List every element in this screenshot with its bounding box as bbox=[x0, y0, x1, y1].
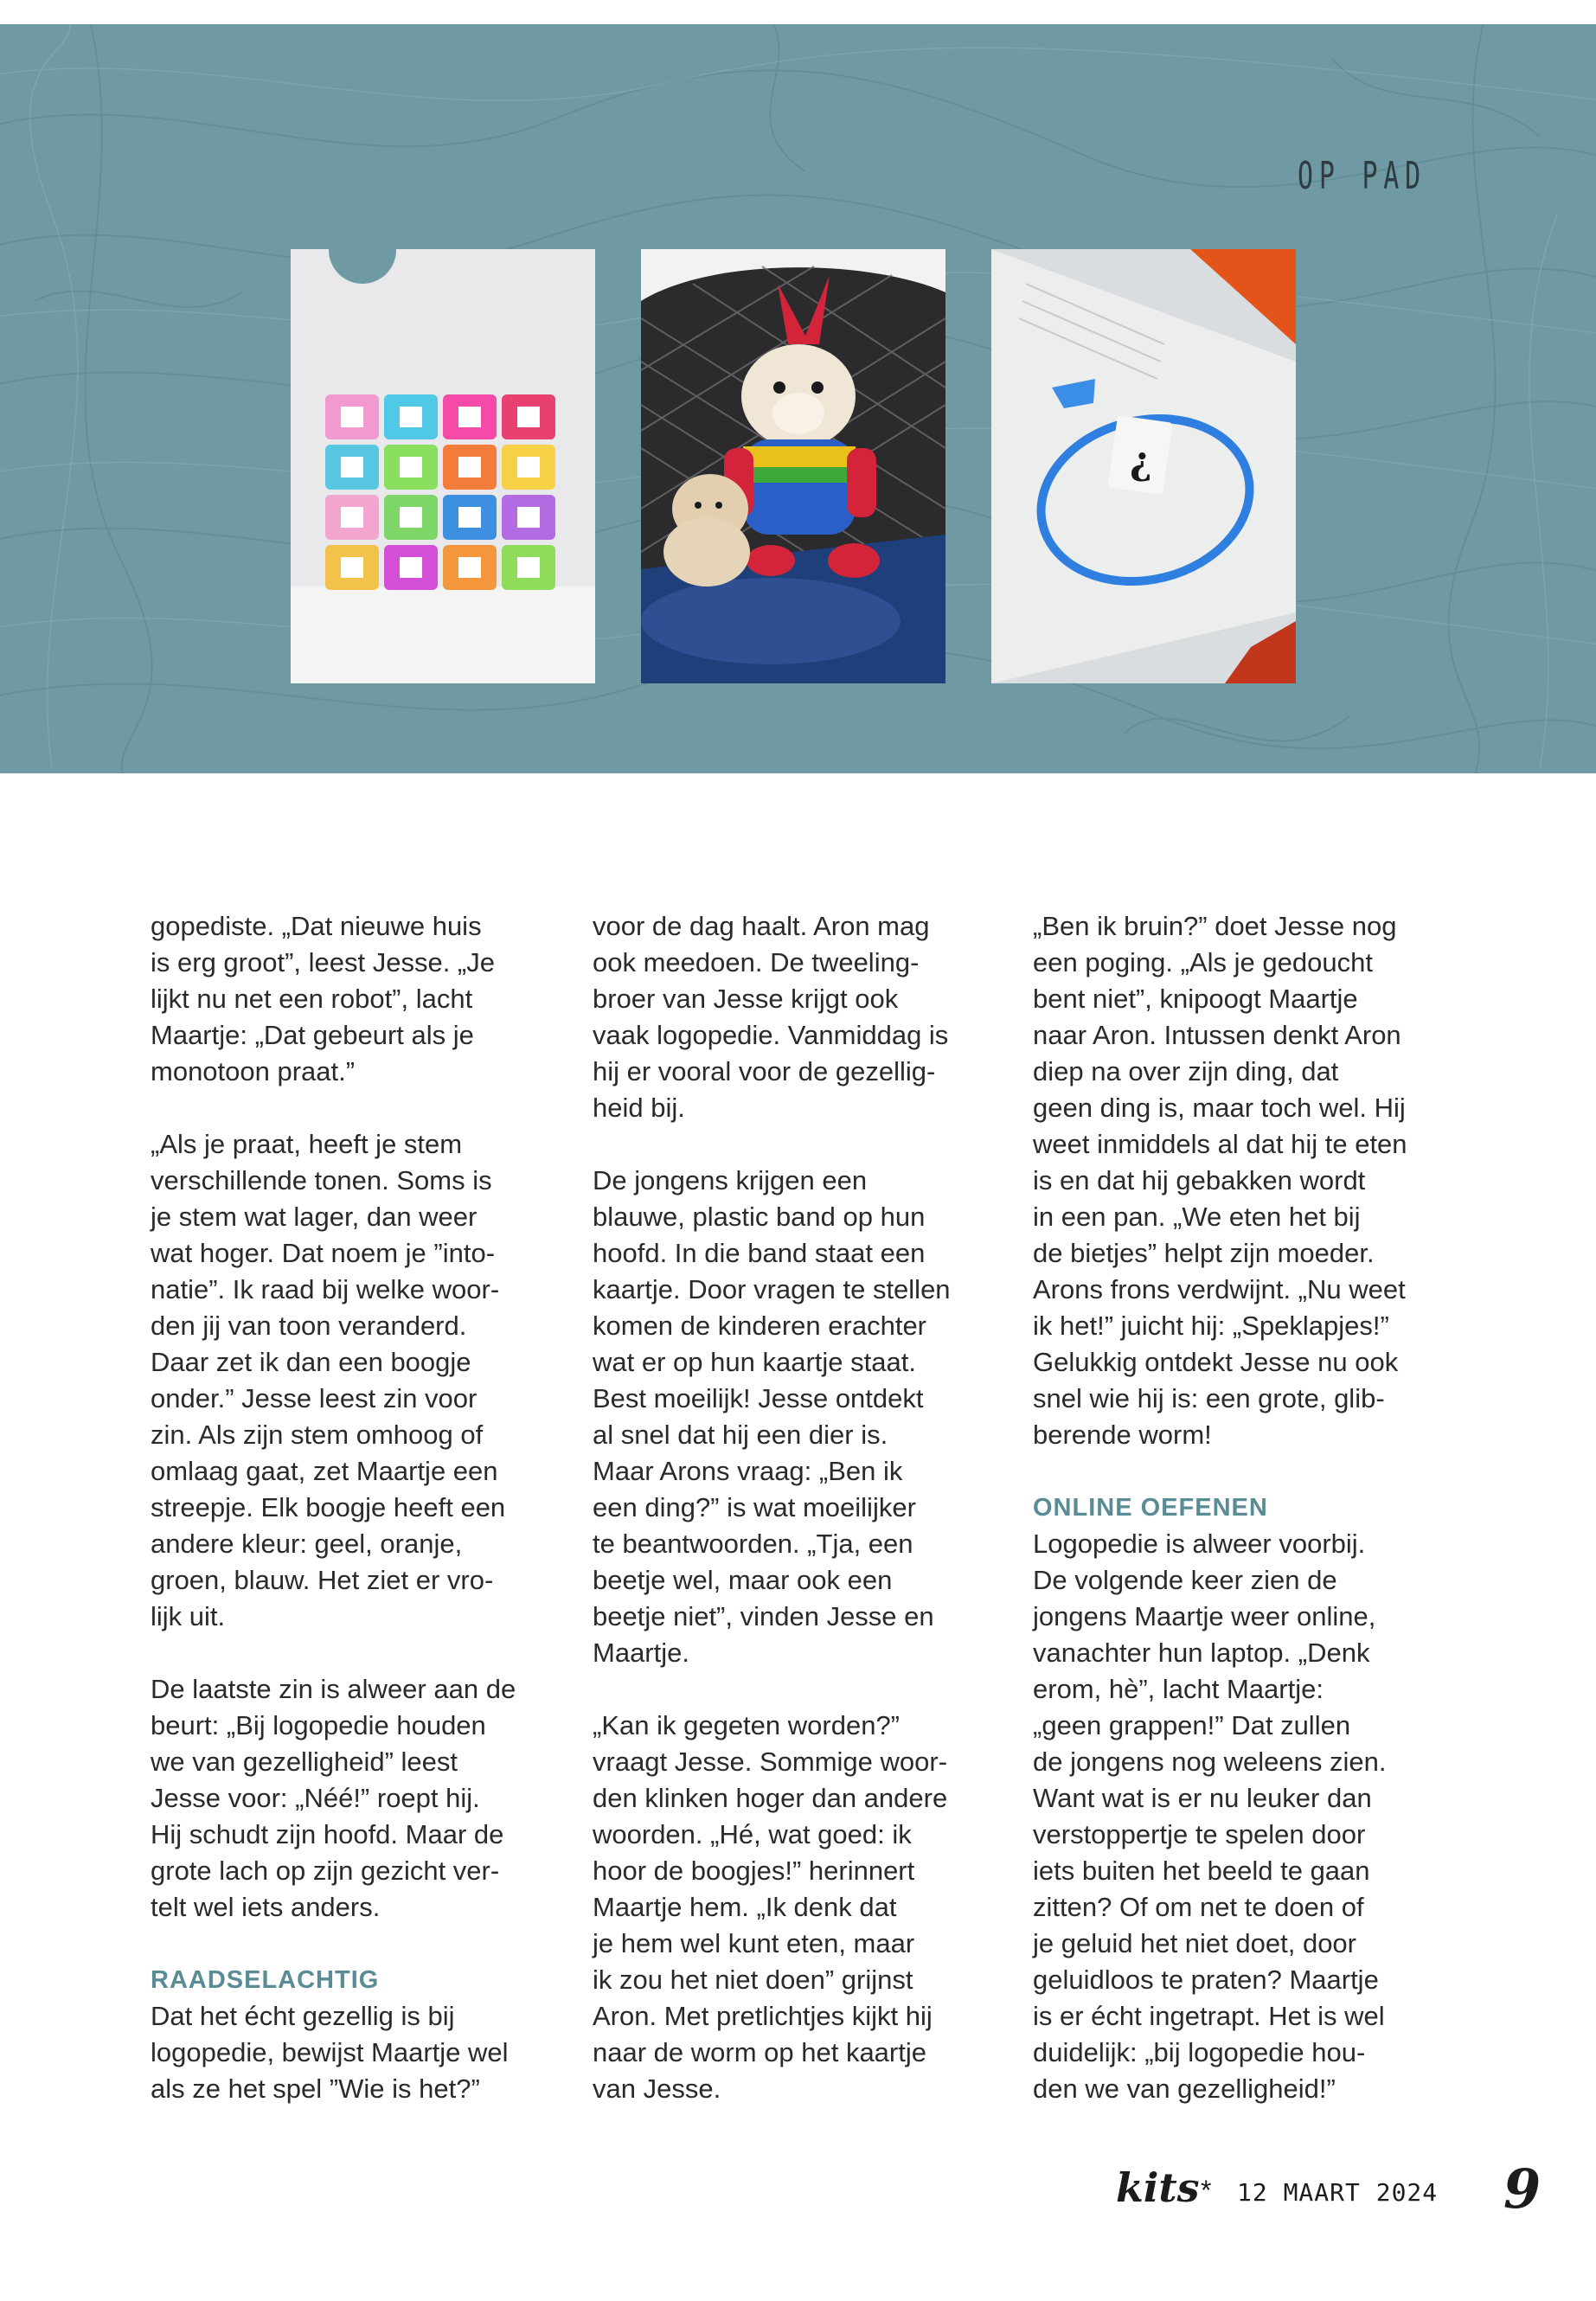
headband-photo bbox=[991, 249, 1296, 683]
issue-date: 12 MAART 2024 bbox=[1237, 2178, 1439, 2207]
paragraph: De laatste zin is alweer aan de beurt: „Bij logopedie houden we van gezelligheid” leest Jesse voor: „Néé!” roept hij. Hij schudt zijn hoofd. Maar de grote lach op zijn gezicht ver- telt wel iets anders. bbox=[151, 1674, 516, 1922]
decorative-dot bbox=[329, 216, 396, 284]
paragraph: „Ben ik bruin?” doet Jesse nog een poging. „Als je gedoucht bent niet”, knipoogt Maartje naar Aron. Intussen denkt Aron diep na over zijn ding, dat geen ding is, maar toch wel. Hij weet inmiddels al dat hij te eten is en dat hij gebakken wordt in een pan. „We eten het bij de bietjes” helpt zijn moeder. Arons frons verdwijnt. „Nu weet ik het!” juicht hij: „Speklapjes!” Gelukkig ontdekt Jesse nu ook snel wie hij is: een grote, glib- berende worm! bbox=[1033, 911, 1407, 1450]
paragraph: De jongens krijgen een blauwe, plastic band op hun hoofd. In die band staat een kaartje. Door vragen te stellen komen de kinderen erachter wat er op hun kaartje staat. Best moeilijk! Jesse ontdekt al snel dat hij een dier is. Maar Arons vraag: „Ben ik een ding?” is wat moeilijker te beantwoorden. „Tja, een beetje wel, maar ook een beetje niet”, vinden Jesse en Maartje. bbox=[593, 1165, 951, 1668]
subheading-raadselachtig: RAADSELACHTIG bbox=[151, 1966, 380, 1994]
article-column-2 bbox=[593, 908, 1008, 2107]
section-label: OP PAD bbox=[1298, 154, 1426, 198]
letter-boxes-photo bbox=[291, 249, 595, 683]
blue-headband-with-card-image bbox=[991, 249, 1296, 683]
magazine-logo: kits bbox=[1116, 2164, 1200, 2211]
stuffed-toys-photo bbox=[641, 249, 945, 683]
paragraph: Logopedie is alweer voorbij. De volgende keer zien de jongens Maartje weer online, vanachter hun laptop. „Denk erom, hè”, lacht Maartje: „geen grappen!” Dat zullen de jongens nog weleens zien. Want wat is er nu leuker dan verstoppertje te spelen door iets buiten het beeld te gaan zitten? Of om net te doen of je geluid het niet doet, door geluidloos te praten? Maartje is er écht ingetrapt. Het is wel duidelijk: „bij logopedie hou- den we van gezelligheid!” bbox=[1033, 1529, 1387, 2104]
paragraph: „Kan ik gegeten worden?” vraagt Jesse. Sommige woor- den klinken hoger dan andere woorden. „Hé, wat goed: ik hoor de boogjes!” herinnert Maartje hem. „Ik denk dat je hem wel kunt eten, maar ik zou het niet doen” grijnst Aron. Met pretlichtjes kijkt hij naar de worm op het kaartje van Jesse. bbox=[593, 1710, 948, 2104]
article-column-1 bbox=[151, 908, 566, 2107]
article-column-3 bbox=[1033, 908, 1448, 2107]
paragraph: gopediste. „Dat nieuwe huis is erg groot”, leest Jesse. „Je lijkt nu net een robot”, lacht Maartje: „Dat gebeurt als je monotoon praat.” bbox=[151, 911, 495, 1086]
stuffed-toys-on-chair-image bbox=[641, 249, 945, 683]
asterisk-icon: * bbox=[1201, 2175, 1212, 2206]
paragraph: „Als je praat, heeft je stem verschillende tonen. Soms is je stem wat lager, dan weer wat hoger. Dat noem je ”into- natie”. Ik raad bij welke woor- den jij van toon veranderd. Daar zet ik dan een boogje onder.” Jesse leest zin voor zin. Als zijn stem omhoog of omlaag gaat, zet Maartje een streepje. Elk boogje heeft een andere kleur: geel, oranje, groen, blauw. Het ziet er vro- lijk uit. bbox=[151, 1129, 506, 1631]
paragraph: voor de dag haalt. Aron mag ook meedoen. De tweeling- broer van Jesse krijgt ook vaak logopedie. Vanmiddag is hij er vooral voor de gezellig- heid bij. bbox=[593, 911, 949, 1123]
colored-letter-boxes-image bbox=[291, 249, 595, 683]
paragraph: Dat het écht gezellig is bij logopedie, bewijst Maartje wel als ze het spel ”Wie is het?” bbox=[151, 2001, 509, 2104]
svg-text:¿: ¿ bbox=[1130, 439, 1152, 484]
subheading-online-oefenen: ONLINE OEFENEN bbox=[1033, 1494, 1268, 1522]
page-number: 9 bbox=[1503, 2157, 1542, 2221]
page-footer bbox=[1116, 2157, 1542, 2223]
